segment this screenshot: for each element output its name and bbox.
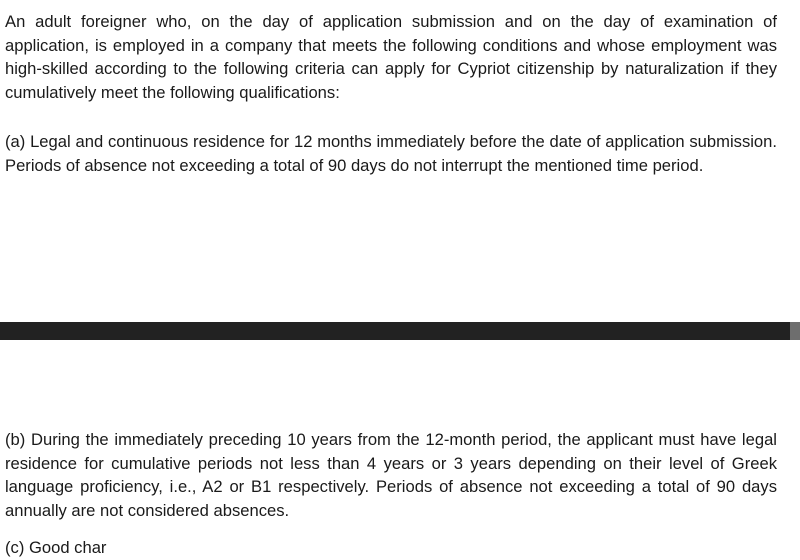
page-divider-end	[790, 322, 800, 340]
paragraph-c-cutoff	[5, 536, 115, 557]
paragraph-c-partial: (c) Good char	[5, 538, 107, 557]
intro-paragraph: An adult foreigner who, on the day of application submission and on the day of examination of application, is employed in a company that meets the following conditions and whose employment was high-skilled according to the following criteria can apply for Cypriot citizenship by naturalization if they cumulatively meet the following qualifications:	[5, 12, 777, 102]
page-divider	[0, 322, 790, 340]
paragraph-a: (a) Legal and continuous residence for 12 months immediately before the date of application submission. Periods of absence not exceeding a total of 90 days do not interrupt the mentioned time period.	[5, 132, 777, 175]
paragraph-b: (b) During the immediately preceding 10 years from the 12-month period, the applicant must have legal residence for cumulative periods not less than 4 years or 3 years depending on their level of Greek language proficiency, i.e., A2 or B1 respectively. Periods of absence not exceeding a total of 90 days annually are not considered absences.	[5, 430, 777, 520]
